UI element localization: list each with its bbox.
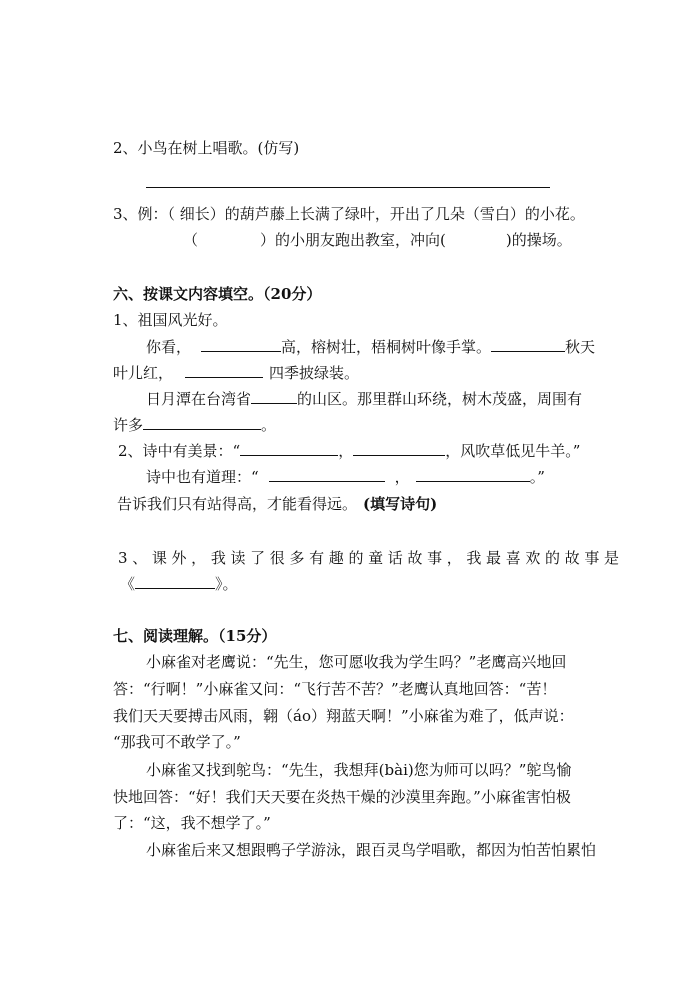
s6-q1-line-1 [146, 337, 595, 357]
text: 2、诗中有美景：“ [118, 442, 241, 460]
question-3-line-2 [183, 230, 572, 250]
text: 的山区。那里群山环绕，树木茂盛，周围有 [297, 390, 583, 408]
section-6-q1-title: 1、祖国风光好。 [113, 311, 228, 329]
text: ，风吹草低见牛羊。” [445, 442, 581, 460]
reading-p1-line-2: 答：“行啊！”小麻雀又问：“飞行苦不苦？”老鹰认真地回答：“苦！ [113, 680, 557, 698]
text: 诗中也有道理：“ [146, 468, 259, 486]
blank [269, 467, 385, 482]
s6-q1-line-2 [113, 363, 359, 383]
section-7-title: 七、阅读理解。（15分） [113, 627, 277, 645]
text: 。” [529, 468, 545, 486]
reading-p1-line-4: “那我可不敢学了。” [113, 733, 241, 751]
text: 《 [120, 575, 136, 593]
text: 。 [261, 416, 277, 434]
blank [240, 441, 338, 456]
text: 》。 [215, 575, 238, 593]
s6-q2-line-1 [118, 441, 580, 461]
blank [251, 389, 297, 404]
blank [143, 415, 261, 430]
s6-q2-line-3 [117, 494, 437, 514]
text: 四季披绿装。 [269, 364, 360, 382]
text: 你看， [146, 338, 192, 356]
text: 告诉我们只有站得高，才能看得远。 [117, 495, 358, 513]
s6-q1-line-3 [146, 389, 582, 409]
text: 叶儿红， [113, 364, 174, 382]
text: ， [338, 442, 354, 460]
text: 许多 [113, 416, 144, 434]
blank [185, 363, 263, 378]
text: (填写诗句) [363, 495, 438, 513]
text: 高，榕树壮，梧桐树叶像手掌。 [281, 338, 492, 356]
text: ， [394, 468, 410, 486]
s6-q3-line-1: 3、课外，我读了很多有趣的童话故事，我最喜欢的故事是 [118, 549, 620, 567]
s6-q3-line-2 [120, 574, 238, 594]
reading-p1-line-3: 我们天天要搏击风雨，翱（áo）翔蓝天啊！”小麻雀为难了，低声说： [113, 707, 574, 725]
question-3-example: 3、例：（ 细长）的葫芦藤上长满了绿叶，开出了几朵（雪白）的小花。 [113, 205, 585, 223]
question-2: 2、小鸟在树上唱歌。(仿写) [113, 139, 300, 157]
reading-p2-line-1: 小麻雀又找到鸵鸟：“先生，我想拜(bài)您为师可以吗？”鸵鸟愉 [146, 761, 572, 779]
text: （ [183, 231, 199, 249]
blank [201, 337, 281, 352]
blank [416, 467, 530, 482]
s6-q1-line-4 [113, 415, 276, 435]
text: 秋天 [565, 338, 596, 356]
text: )的操场。 [505, 231, 572, 249]
blank [353, 441, 445, 456]
reading-p3-line-1: 小麻雀后来又想跟鸭子学游泳，跟百灵鸟学唱歌，都因为怕苦怕累怕 [146, 841, 597, 859]
text: 日月潭在台湾省 [146, 390, 252, 408]
blank [491, 337, 565, 352]
answer-line [146, 187, 550, 188]
reading-p2-line-3: 了：“这，我不想学了。” [113, 814, 271, 832]
reading-p1-line-1: 小麻雀对老鹰说：“先生，您可愿收我为学生吗？”老鹰高兴地回 [146, 653, 567, 671]
text: ）的小朋友跑出教室，冲向( [260, 231, 446, 249]
section-6-title: 六、按课文内容填空。（20分） [113, 285, 322, 303]
reading-p2-line-2: 快地回答：“好！我们天天要在炎热干燥的沙漠里奔跑。”小麻雀害怕极 [113, 788, 571, 806]
blank [135, 574, 215, 589]
s6-q2-line-2 [146, 467, 545, 487]
